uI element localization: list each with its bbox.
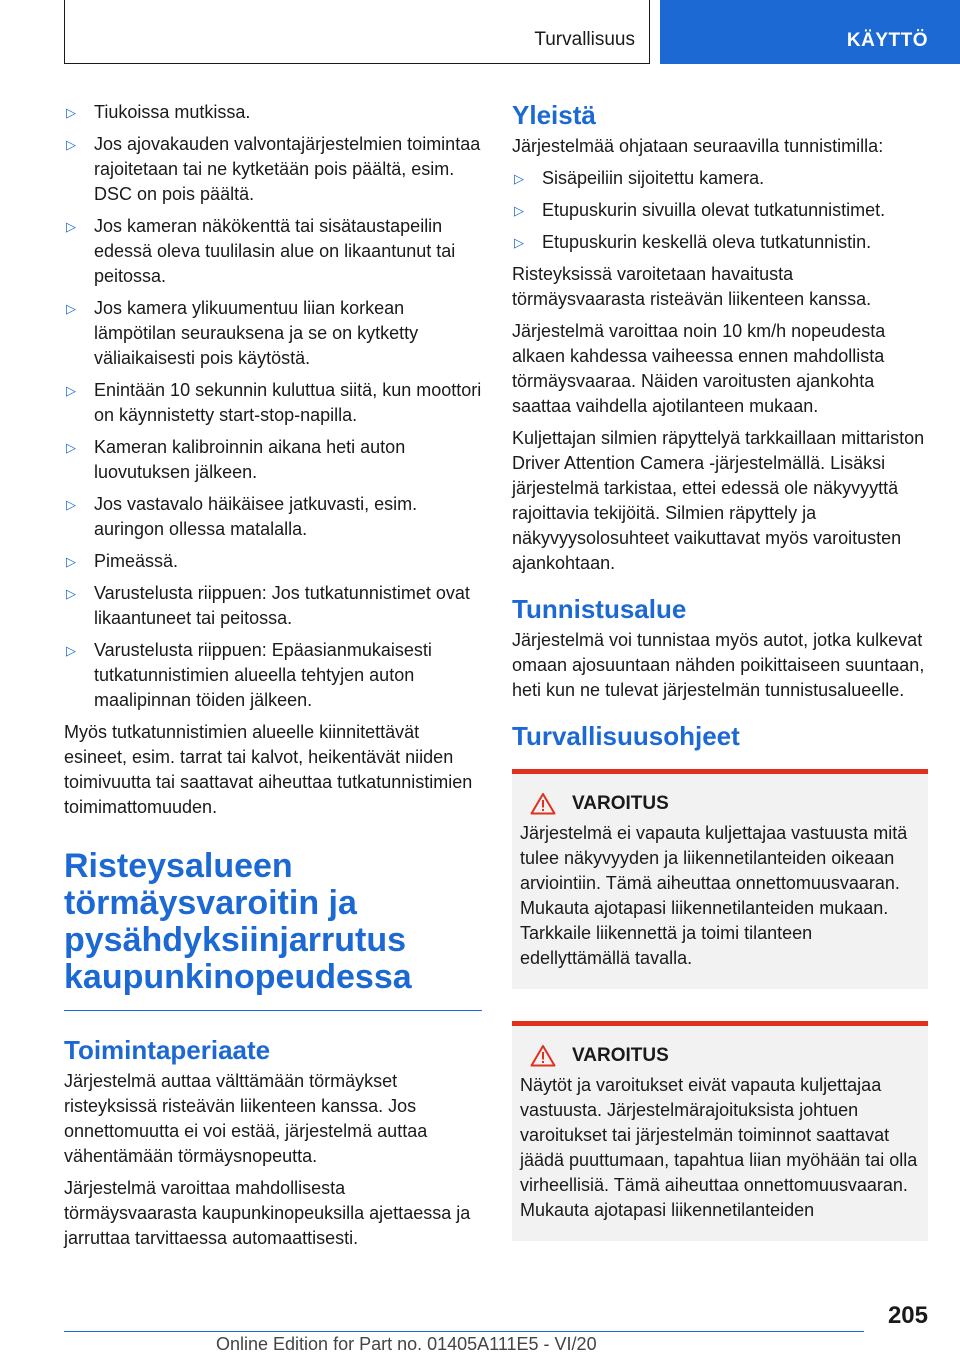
main-heading: Risteysalueen törmäysvaroitin ja pysähdyksiinjarrutus kaupunkinopeudessa [64,847,412,996]
header-section-title [64,0,650,64]
left-column [64,100,482,1258]
triangle-bullet-icon: ▷ [514,235,524,250]
body-paragraph: Järjestelmä voi tunnistaa myös autot, jotka kulkevat omaan ajosuuntaan nähden poikittaiseen suuntaan, heti kun ne tulevat järjestelmän tunnistusalueelle. [512,630,925,700]
triangle-bullet-icon: ▷ [66,586,76,601]
body-paragraph: Myös tutkatunnistimien alueelle kiinnitettävät esineet, esim. tarrat tai kalvot, heikentävät niiden toimivuutta tai saattavat aiheuttaa tutkatunnistimien toimimattomuuden. [64,722,473,817]
triangle-bullet-icon: ▷ [66,301,76,316]
triangle-bullet-icon: ▷ [66,219,76,234]
triangle-bullet-icon: ▷ [66,383,76,398]
list-item: ▷ Varustelusta riippuen: Epäasianmukaisesti tutkatunnistimien alueella tehtyjen auton maalipinnan töiden jälkeen. [66,640,432,710]
warning-triangle-icon [530,1044,556,1067]
triangle-bullet-icon: ▷ [66,440,76,455]
warning-box [512,769,928,989]
list-item: ▷ Enintään 10 sekunnin kuluttua siitä, kun moottori on käynnistetty start-stop-napilla. [66,380,482,425]
body-paragraph: Kuljettajan silmien räpyttelyä tarkkaillaan mittariston Driver Attention Camera -järjestelmällä. Lisäksi järjestelmä tarkistaa, ettei edessä ole näkyvyyttä rajoittavia tekijöitä. Silmien räpyttely ja näkyvyysolosuhteet vaikuttavat myös varoitusten ajankohtaan. [512,428,925,573]
warning-triangle-icon [530,792,556,815]
warning-box [512,1021,928,1241]
triangle-bullet-icon: ▷ [66,137,76,152]
body-paragraph: Risteyksissä varoitetaan havaitusta törmäysvaarasta risteävän liikenteen kanssa. [512,264,872,309]
section-title: Turvallisuus [534,29,635,50]
sensors-list [512,166,928,255]
right-column [512,100,928,1241]
triangle-bullet-icon: ▷ [66,643,76,658]
list-item: ▷ Jos ajovakauden valvontajärjestelmien toimintaa rajoitetaan tai ne kytketään pois päältä, esim. DSC on pois päältä. [66,134,481,204]
edition-text: Online Edition for Part no. 01405A111E5 - VI/20 [216,1334,597,1354]
list-item: ▷ Sisäpeiliin sijoitettu kamera. [512,166,928,191]
sub-heading-safety: Turvallisuusohjeet [512,721,740,751]
list-item: ▷ Etupuskurin keskellä oleva tutkatunnistin. [512,230,928,255]
sub-heading-principle: Toimintaperiaate [64,1035,271,1065]
triangle-bullet-icon: ▷ [66,105,76,120]
header-chapter-tab[interactable] [660,0,960,64]
warning-text: Järjestelmä ei vapauta kuljettajaa vastuusta mitä tulee näkyvyyden ja liikennetilanteiden oikeaan arviointiin. Tämä aiheuttaa onnettomuusvaaran. Mukauta ajotapasi liikennetilanteiden mukaan. Tarkkaile liikennettä ja toimi tilanteen edellyttämällä tavalla. [520,823,908,968]
body-paragraph: Järjestelmä varoittaa mahdollisesta törmäysvaarasta kaupunkinopeuksilla ajettaessa ja jarruttaa tarvittaessa automaattisesti. [64,1178,471,1248]
sub-heading-detection-area: Tunnistusalue [512,594,687,624]
list-item: ▷ Jos vastavalo häikäisee jatkuvasti, esim. auringon ollessa matalalla. [66,494,418,539]
sub-heading-general: Yleistä [512,100,596,130]
page-number: 205 [887,1302,928,1329]
list-item: ▷ Pimeässä. [64,549,482,574]
footer-divider [64,1331,864,1332]
list-item: ▷ Jos kameran näkökenttä tai sisätaustapeilin edessä oleva tuulilasin alue on likaantunut tai peitossa. [66,216,456,286]
body-paragraph: Järjestelmä auttaa välttämään törmäykset risteyksissä risteävän liikenteen kanssa. Jos onnettomuutta ei voi estää, järjestelmä auttaa vähentämään törmäysnopeutta. [64,1071,428,1166]
list-item: ▷ Jos kamera ylikuumentuu liian korkean lämpötilan seurauksena ja se on kytketty väliaikaisesti pois käytöstä. [66,298,419,368]
triangle-bullet-icon: ▷ [514,203,524,218]
conditions-list [64,100,482,713]
list-item: ▷ Kameran kalibroinnin aikana heti auton luovutuksen jälkeen. [66,437,406,482]
list-item: ▷ Etupuskurin sivuilla olevat tutkatunnistimet. [512,198,928,223]
chapter-title: KÄYTTÖ [846,30,928,51]
body-paragraph: Järjestelmä varoittaa noin 10 km/h nopeudesta alkaen kahdessa vaiheessa ennen mahdollista törmäysvaaraa. Näiden varoitusten ajankohta saattaa vaihdella ajotilanteen mukaan. [512,321,886,416]
triangle-bullet-icon: ▷ [514,171,524,186]
triangle-bullet-icon: ▷ [66,497,76,512]
list-item: ▷ Varustelusta riippuen: Jos tutkatunnistimet ovat likaantuneet tai peitossa. [66,583,470,628]
warning-title: VAROITUS [520,792,918,815]
list-item: ▷ Tiukoissa mutkissa. [64,100,482,125]
warning-title: VAROITUS [520,1044,918,1067]
heading-divider [64,1010,482,1011]
triangle-bullet-icon: ▷ [66,554,76,569]
body-paragraph: Järjestelmää ohjataan seuraavilla tunnistimilla: [512,136,884,156]
warning-text: Näytöt ja varoitukset eivät vapauta kuljettajaa vastuusta. Järjestelmärajoituksista johtuen varoitukset tai järjestelmän toiminnot saattavat jäädä puuttumaan, tapahtua liian myöhään tai olla virheellisiä. Tämä aiheuttaa onnettomuusvaaran. Mukauta ajotapasi liikennetilanteiden [520,1075,918,1220]
